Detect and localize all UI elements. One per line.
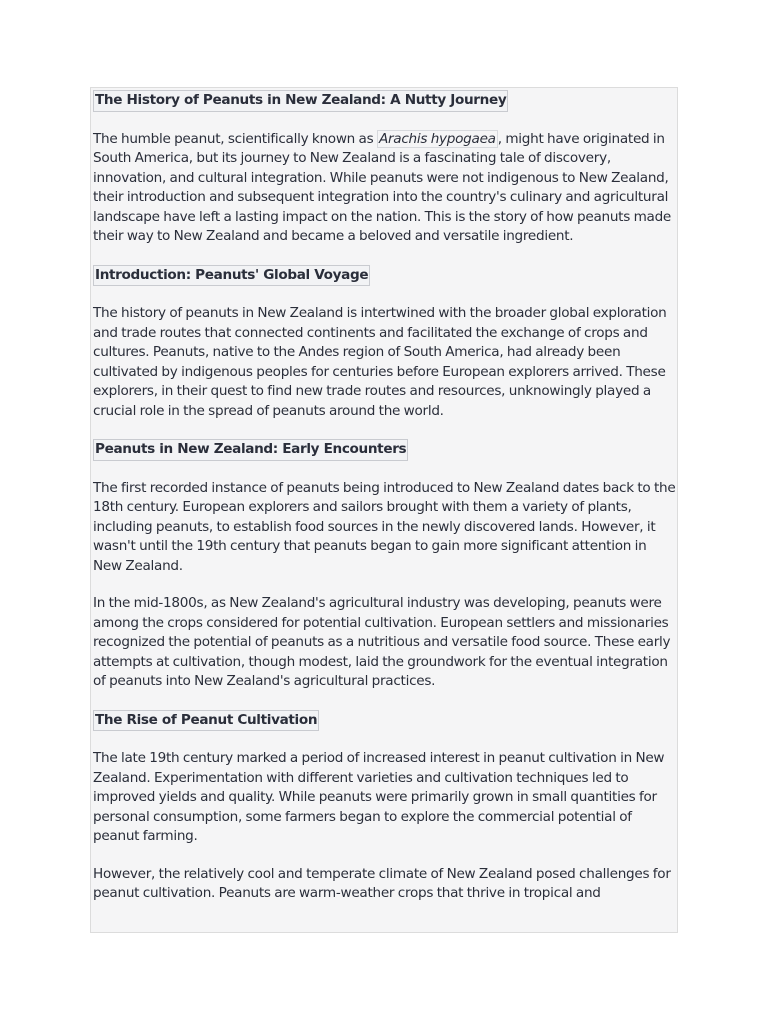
intro-paragraph	[93, 130, 677, 247]
section-heading: The Rise of Peanut Cultivation	[93, 710, 319, 732]
intro-text-before: The humble peanut, scientifically known as	[93, 130, 377, 147]
scientific-name: Arachis hypogaea	[378, 130, 496, 147]
section-heading-block	[93, 439, 677, 461]
intro-block	[93, 130, 677, 247]
section-paragraph: The history of peanuts in New Zealand is intertwined with the broader global exploration and trade routes that connected continents and facilitated the exchange of crops and cultures. Peanuts, native to the Andes region of South America, had already been cultivated by indigenous peoples for centuries before European explorers arrived. These explorers, in their quest to find new trade routes and resources, unknowingly played a crucial role in the spread of peanuts around the world.	[93, 305, 667, 419]
section-heading: Peanuts in New Zealand: Early Encounters	[93, 439, 408, 461]
section-paragraph: However, the relatively cool and temperate climate of New Zealand posed challenges for peanut cultivation. Peanuts are warm-weather crops that thrive in tropical and	[93, 865, 671, 901]
section-heading: Introduction: Peanuts' Global Voyage	[93, 265, 370, 287]
section-paragraph: In the mid-1800s, as New Zealand's agricultural industry was developing, peanuts were among the crops considered for potential cultivation. European settlers and missionaries recognized the potential of peanuts as a nutritious and versatile food source. These early attempts at cultivation, though modest, laid the groundwork for the eventual integration of peanuts into New Zealand's agricultural practices.	[93, 595, 671, 689]
section-paragraph: The late 19th century marked a period of increased interest in peanut cultivation in New Zealand. Experimentation with different varieties and cultivation techniques led to improved yields and quality. While peanuts were primarily grown in small quantities for personal consumption, some farmers began to explore the commercial potential of peanut farming.	[93, 750, 665, 844]
section-paragraph-block	[93, 749, 677, 847]
section-paragraph-block	[93, 304, 677, 421]
section-paragraph-block	[93, 865, 677, 904]
document-page	[90, 87, 678, 933]
section-paragraph-block	[93, 594, 677, 692]
intro-text-after: , might have originated in South America, but its journey to New Zealand is a fascinating tale of discovery, innovation, and cultural integration. While peanuts were not indigenous to New Zealand, their introduction and subsequent integration into the country's culinary and agricultural landscape have left a lasting impact on the nation. This is the story of how peanuts made their way to New Zealand and became a beloved and versatile ingredient.	[93, 130, 672, 244]
document-title: The History of Peanuts in New Zealand: A Nutty Journey	[93, 90, 508, 112]
section-heading-block	[93, 710, 677, 732]
section-paragraph: The first recorded instance of peanuts being introduced to New Zealand dates back to the 18th century. European explorers and sailors brought with them a variety of plants, including peanuts, to establish food sources in the newly discovered lands. However, it wasn't until the 19th century that peanuts began to gain more significant attention in New Zealand.	[93, 479, 676, 574]
section-heading-block	[93, 265, 677, 287]
document-content	[93, 90, 677, 922]
title-block	[93, 90, 677, 112]
section-paragraph-block	[93, 479, 677, 577]
